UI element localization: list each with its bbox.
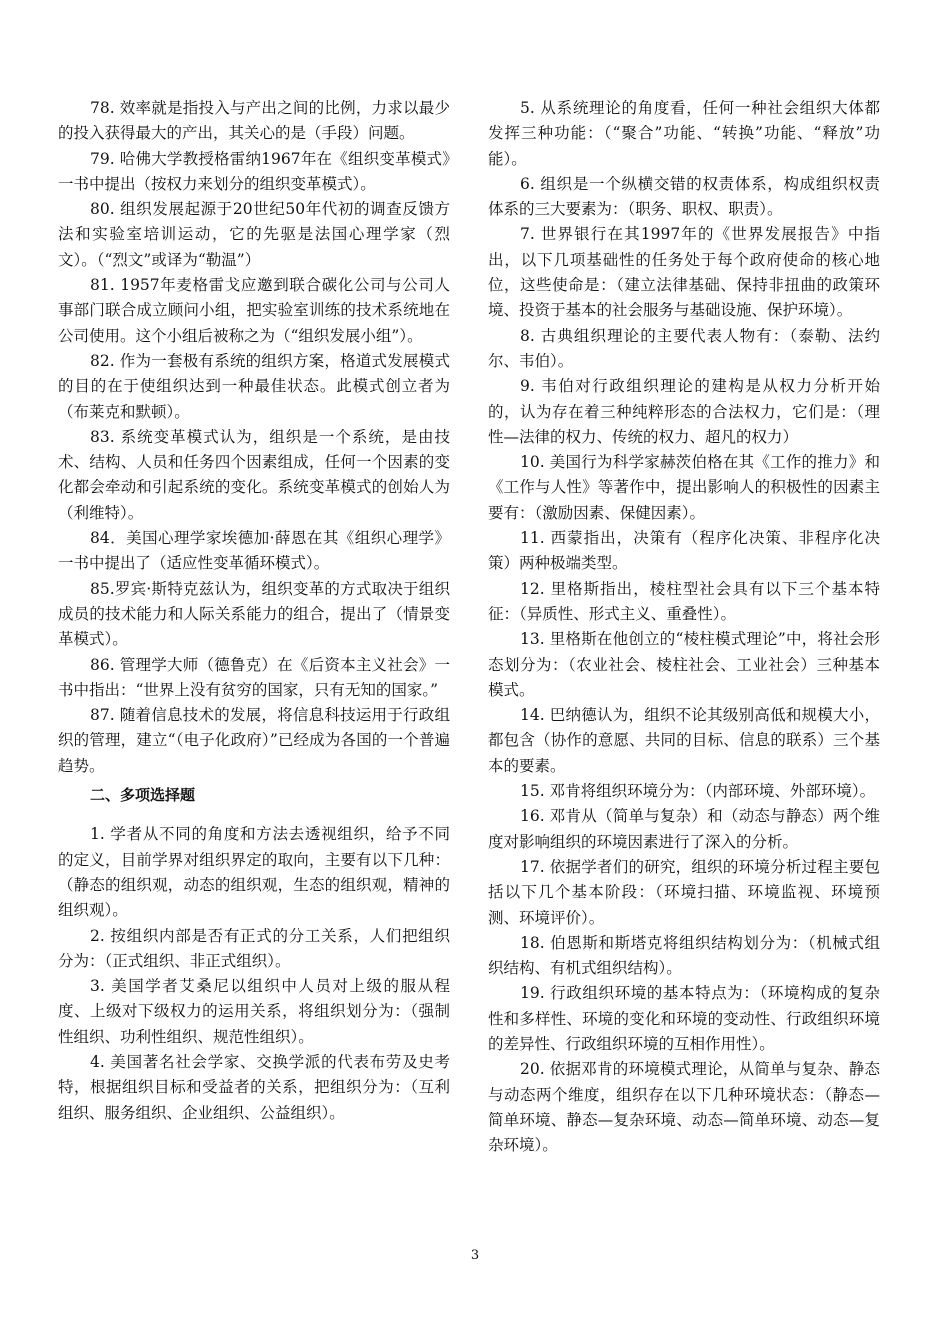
paragraph-mc-8: 8. 古典组织理论的主要代表人物有：（泰勒、法约尔、韦伯）。 [488,326,880,370]
paragraph-mc-7: 7. 世界银行在其1997年的《世界发展报告》中指出，以下几项基础性的任务处于每个政府使命的核心地位，这些使命是：（建立法律基础、保持非扭曲的政策环境、投资于基本的社会服务与基础设施、保护环境）。 [488,225,880,320]
paragraph-mc-19: 19. 行政组织环境的基本特点为：（环境构成的复杂性和多样性、环境的变化和环境的变动性、行政组织环境的差异性、行政组织环境的互相作用性）。 [488,984,880,1053]
right-column [488,96,880,1158]
paragraph-85: 85.罗宾·斯特克兹认为，组织变革的方式取决于组织成员的技术能力和人际关系能力的组合，提出了（情景变革模式）。 [58,579,450,649]
paragraph-mc-6: 6. 组织是一个纵横交错的权责体系，构成组织权责体系的三大要素为：（职务、职权、职责）。 [488,174,880,219]
paragraph-mc-9: 9. 韦伯对行政组织理论的建构是从权力分析开始的，认为存在着三种纯粹形态的合法权力，它们是：（理性—法律的权力、传统的权力、超凡的权力） [488,377,880,446]
paragraph-mc-5: 5. 从系统理论的角度看，任何一种社会组织大体都发挥三种功能：（“聚合”功能、“转换”功能、“释放”功能）。 [488,99,880,168]
paragraph-83: 83. 系统变革模式认为，组织是一个系统，是由技术、结构、人员和任务四个因素组成，任何一个因素的变化都会牵动和引起系统的变化。系统变革模式的创始人为（利维特）。 [58,427,450,522]
paragraph-87: 87. 随着信息技术的发展，将信息科技运用于行政组织的管理，建立“（电子化政府）”已经成为各国的一个普遍趋势。 [58,706,450,775]
paragraph-mc-14: 14. 巴纳德认为，组织不论其级别高低和规模大小，都包含（协作的意愿、共同的目标、信息的联系）三个基本的要素。 [488,706,880,775]
page-number: 3 [470,1248,480,1263]
paragraph-78: 78. 效率就是指投入与产出之间的比例，力求以最少的投入获得最大的产出，其关心的是（手段）问题。 [58,99,450,143]
paragraph-mc-10: 10. 美国行为科学家赫茨伯格在其《工作的推力》和《工作与人性》等著作中，提出影响人的积极性的因素主要有：（激励因素、保健因素）。 [488,453,880,522]
paragraph-81: 81. 1957年麦格雷戈应邀到联合碳化公司与公司人事部门联合成立顾问小组，把实验室训练的技术系统地在公司使用。这个小组后被称之为（“组织发展小组”）。 [58,276,450,345]
paragraph-84: 84．美国心理学家埃德加·薛恩在其《组织心理学》一书中提出了（适应性变革循环模式）。 [58,529,450,573]
paragraph-82: 82. 作为一套极有系统的组织方案，格道式发展模式的目的在于使组织达到一种最佳状态。此模式创立者为（布莱克和默顿）。 [58,351,450,421]
paragraph-mc-18: 18. 伯恩斯和斯塔克将组织结构划分为：（机械式组织结构、有机式组织结构）。 [488,933,880,978]
paragraph-mc-1: 1. 学者从不同的角度和方法去透视组织，给予不同的定义，目前学界对组织界定的取向，主要有以下几种：（静态的组织观，动态的组织观，生态的组织观，精神的组织观）。 [58,825,450,920]
paragraph-80: 80. 组织发展起源于20世纪50年代初的调查反馈方法和实验室培训运动，它的先驱是法国心理学家（烈文）。（“烈文”或译为“勒温”） [58,200,450,269]
paragraph-mc-16: 16. 邓肯从（简单与复杂）和（动态与静态）两个维度对影响组织的环境因素进行了深入的分析。 [488,807,880,851]
section-heading: 二、多项选择题 [90,786,196,805]
paragraph-86: 86. 管理学大师（德鲁克）在《后资本主义社会》一书中指出：“世界上没有贫穷的国家，只有无知的国家。” [58,655,450,699]
paragraph-mc-12: 12. 里格斯指出，棱柱型社会具有以下三个基本特征：（异质性、形式主义、重叠性）。 [488,579,880,623]
paragraph-79: 79. 哈佛大学教授格雷纳1967年在《组织变革模式》一书中提出（按权力来划分的组织变革模式）。 [58,149,450,193]
paragraph-mc-13: 13. 里格斯在他创立的“棱柱模式理论”中，将社会形态划分为：（农业社会、棱柱社会、工业社会）三种基本模式。 [488,630,880,699]
paragraph-mc-15: 15. 邓肯将组织环境分为：（内部环境、外部环境）。 [520,782,876,801]
paragraph-mc-2: 2. 按组织内部是否有正式的分工关系，人们把组织分为：（正式组织、非正式组织）。 [58,926,450,970]
paragraph-mc-17: 17. 依据学者们的研究，组织的环境分析过程主要包括以下几个基本阶段：（环境扫描、环境监视、环境预测、环境评价）。 [488,857,880,927]
paragraph-mc-11: 11. 西蒙指出，决策有（程序化决策、非程序化决策）两种极端类型。 [488,529,880,573]
paragraph-mc-20: 20. 依据邓肯的环境模式理论，从简单与复杂、静态与动态两个维度，组织存在以下几种环境状态：（静态—简单环境、静态—复杂环境、动态—简单环境、动态—复杂环境）。 [488,1060,880,1155]
paragraph-mc-3: 3. 美国学者艾桑尼以组织中人员对上级的服从程度、上级对下级权力的运用关系，将组织划分为：（强制性组织、功利性组织、规范性组织）。 [58,977,450,1046]
paragraph-mc-4: 4. 美国著名社会学家、交换学派的代表布劳及史考特，根据组织目标和受益者的关系，把组织分为：（互利组织、服务组织、企业组织、公益组织）。 [58,1052,450,1122]
left-column [58,96,450,1126]
